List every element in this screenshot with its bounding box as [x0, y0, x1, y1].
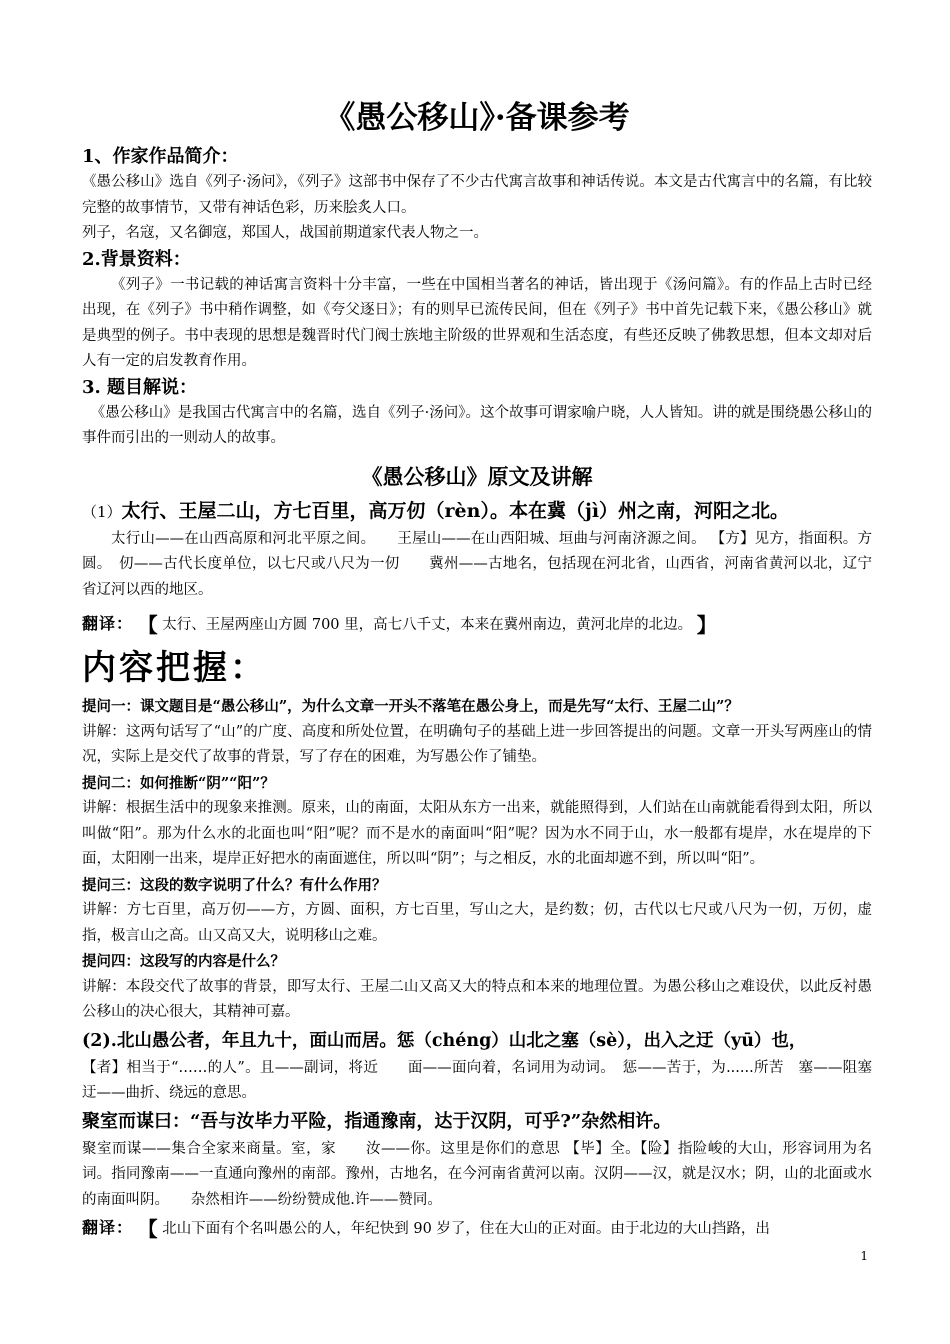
- question-1: 提问一：课文题目是“愚公移山”，为什么文章一开头不落笔在愚公身上，而是先写“太行、王屋二山”？: [82, 698, 739, 715]
- paragraph-author-intro: 《愚公移山》选自《列子·汤问》，《列子》这部书中保存了不少古代寓言故事和神话传说。本文是古代寓言中的名篇，有比较完整的故事情节，又带有神话色彩，历来脍炙人口。: [82, 174, 872, 216]
- page-title: 《愚公移山》·备课参考: [324, 100, 630, 136]
- verse-1-notes: 太行山——在山西高原和河北平原之间。 王屋山——在山西阳城、垣曲与河南济源之间。 【方】见方，指面积。方圆。 仞——古代长度单位，以七尺或八尺为一仞 冀州——古地名，包括现在河北省，山西省，河南省黄河以北，辽宁省辽河以西的地区。: [82, 530, 872, 598]
- verse-1: [82, 496, 872, 527]
- answer-1: 讲解：这两句话写了“山”的广度、高度和所处位置，在明确句子的基础上进一步回答提出的问题。文章一开头写两座山的情况，实际上是交代了故事的背景，写了存在的困难，为写愚公作了铺垫。: [82, 723, 872, 765]
- translation-1-text: 太行、王屋两座山方圆 700 里，高七八千丈，本来在冀州南边，黄河北岸的北边。: [162, 617, 693, 633]
- verse-2: (2).北山愚公者，年且九十，面山而居。惩（chéng）山北之塞（sè），出入之迂（yū）也，: [82, 1030, 807, 1051]
- verse-1-text: 太行、王屋二山，方七百里，高万仞（rèn）。本在冀（jì）州之南，河阳之北。: [121, 499, 790, 522]
- question-4: 提问四：这段写的内容是什么？: [82, 953, 285, 970]
- section-heading-author: 1、作家作品简介：: [82, 146, 239, 167]
- paragraph-title-explain: 《愚公移山》是我国古代寓言中的名篇，选自《列子·汤问》。这个故事可谓家喻户晓，人人皆知。讲的就是围绕愚公移山的事件而引出的一则动人的故事。: [82, 404, 872, 446]
- section-heading-title-explain: 3. 题目解说：: [82, 376, 198, 398]
- translation-2-text: 北山下面有个名叫愚公的人，年纪快到 90 岁了，住在大山的正对面。由于北边的大山挡路，出: [162, 1221, 770, 1237]
- section-heading-content: 内容把握：: [82, 648, 267, 688]
- page-number: 1: [860, 1249, 868, 1263]
- answer-3: 讲解：方七百里，高万仞——方，方圆、面积，方七百里，写山之大，是约数；仞，古代以七尺或八尺为一仞，万仞，虚指，极言山之高。山又高又大，说明移山之难。: [82, 902, 872, 944]
- paragraph-background: 《列子》一书记载的神话寓言资料十分丰富，一些在中国相当著名的神话，皆出现于《汤问篇》。有的作品上古时已经出现，在《列子》书中稍作调整，如《夸父逐日》；有的则早已流传民间，但在《列子》书中首先记载下来，《愚公移山》就是典型的例子。书中表现的思想是魏晋时代门阀士族地主阶级的世界观和生活态度，有些还反映了佛教思想，但本文却对后人有一定的启发教育作用。: [82, 276, 872, 369]
- translation-label: 翻译：: [82, 614, 134, 633]
- verse-2-notes: 【者】相当于“……的人”。且——副词，将近 面——面向着，名词用为动词。 惩——苦于，为......所苦 塞——阻塞 迂——曲折、绕远的意思。: [82, 1059, 901, 1101]
- paragraph-liezi: 列子，名寇，又名御寇，郑国人，战国前期道家代表人物之一。: [82, 225, 488, 241]
- answer-4: 讲解：本段交代了故事的背景，即写太行、王屋二山又高又大的特点和本来的地理位置。为愚公移山之难设伏，以此反衬愚公移山的决心很大，其精神可嘉。: [82, 978, 872, 1020]
- verse-1-number: （1）: [82, 502, 122, 521]
- bracket-close: 】: [696, 613, 717, 637]
- translation-2: [82, 1215, 872, 1242]
- question-3: 提问三：这段的数字说明了什么？有什么作用？: [82, 876, 387, 894]
- translation-label: 翻译：: [82, 1218, 134, 1237]
- answer-2: 讲解：根据生活中的现象来推测。原来，山的南面，太阳从东方一出来，就能照得到，人们站在山南就能看得到太阳，所以叫做“阳”。那为什么水的北面也叫“阳”呢？而不是水的南面叫“阳”呢？因为水不同于山，水一般都有堤岸，水在堤岸的下面，太阳刚一出来，堤岸正好把水的南面遮住，所以叫“阴”；与之相反，水的北面却遮不到，所以叫“阳”。: [82, 800, 872, 867]
- document-page: [82, 98, 901, 1248]
- section-heading-background: 2.背景资料：: [82, 248, 191, 270]
- verse-3: 聚室而谋曰：“吾与汝毕力平险，指通豫南，达于汉阴，可乎?”杂然相许。: [82, 1110, 672, 1132]
- translation-1: [82, 611, 872, 638]
- bracket-open: 【: [137, 1217, 158, 1241]
- section-heading-original: 《愚公移山》原文及讲解: [361, 463, 593, 489]
- question-2: 提问二：如何推断“阴”“阳”？: [82, 774, 275, 792]
- verse-3-notes: 聚室而谋——集合全家来商量。室，家 汝——你。这里是你们的意思 【毕】全。【险】指险峻的大山，形容词用为名词。指同豫南——一直通向豫州的南部。豫州，古地名，在今河南省黄河以南。汉阴——汉，就是汉水；阴，山的北面或水的南面叫阴。 杂然相许——纷纷赞成他.许——赞同。: [82, 1140, 872, 1208]
- bracket-open: 【: [137, 613, 158, 637]
